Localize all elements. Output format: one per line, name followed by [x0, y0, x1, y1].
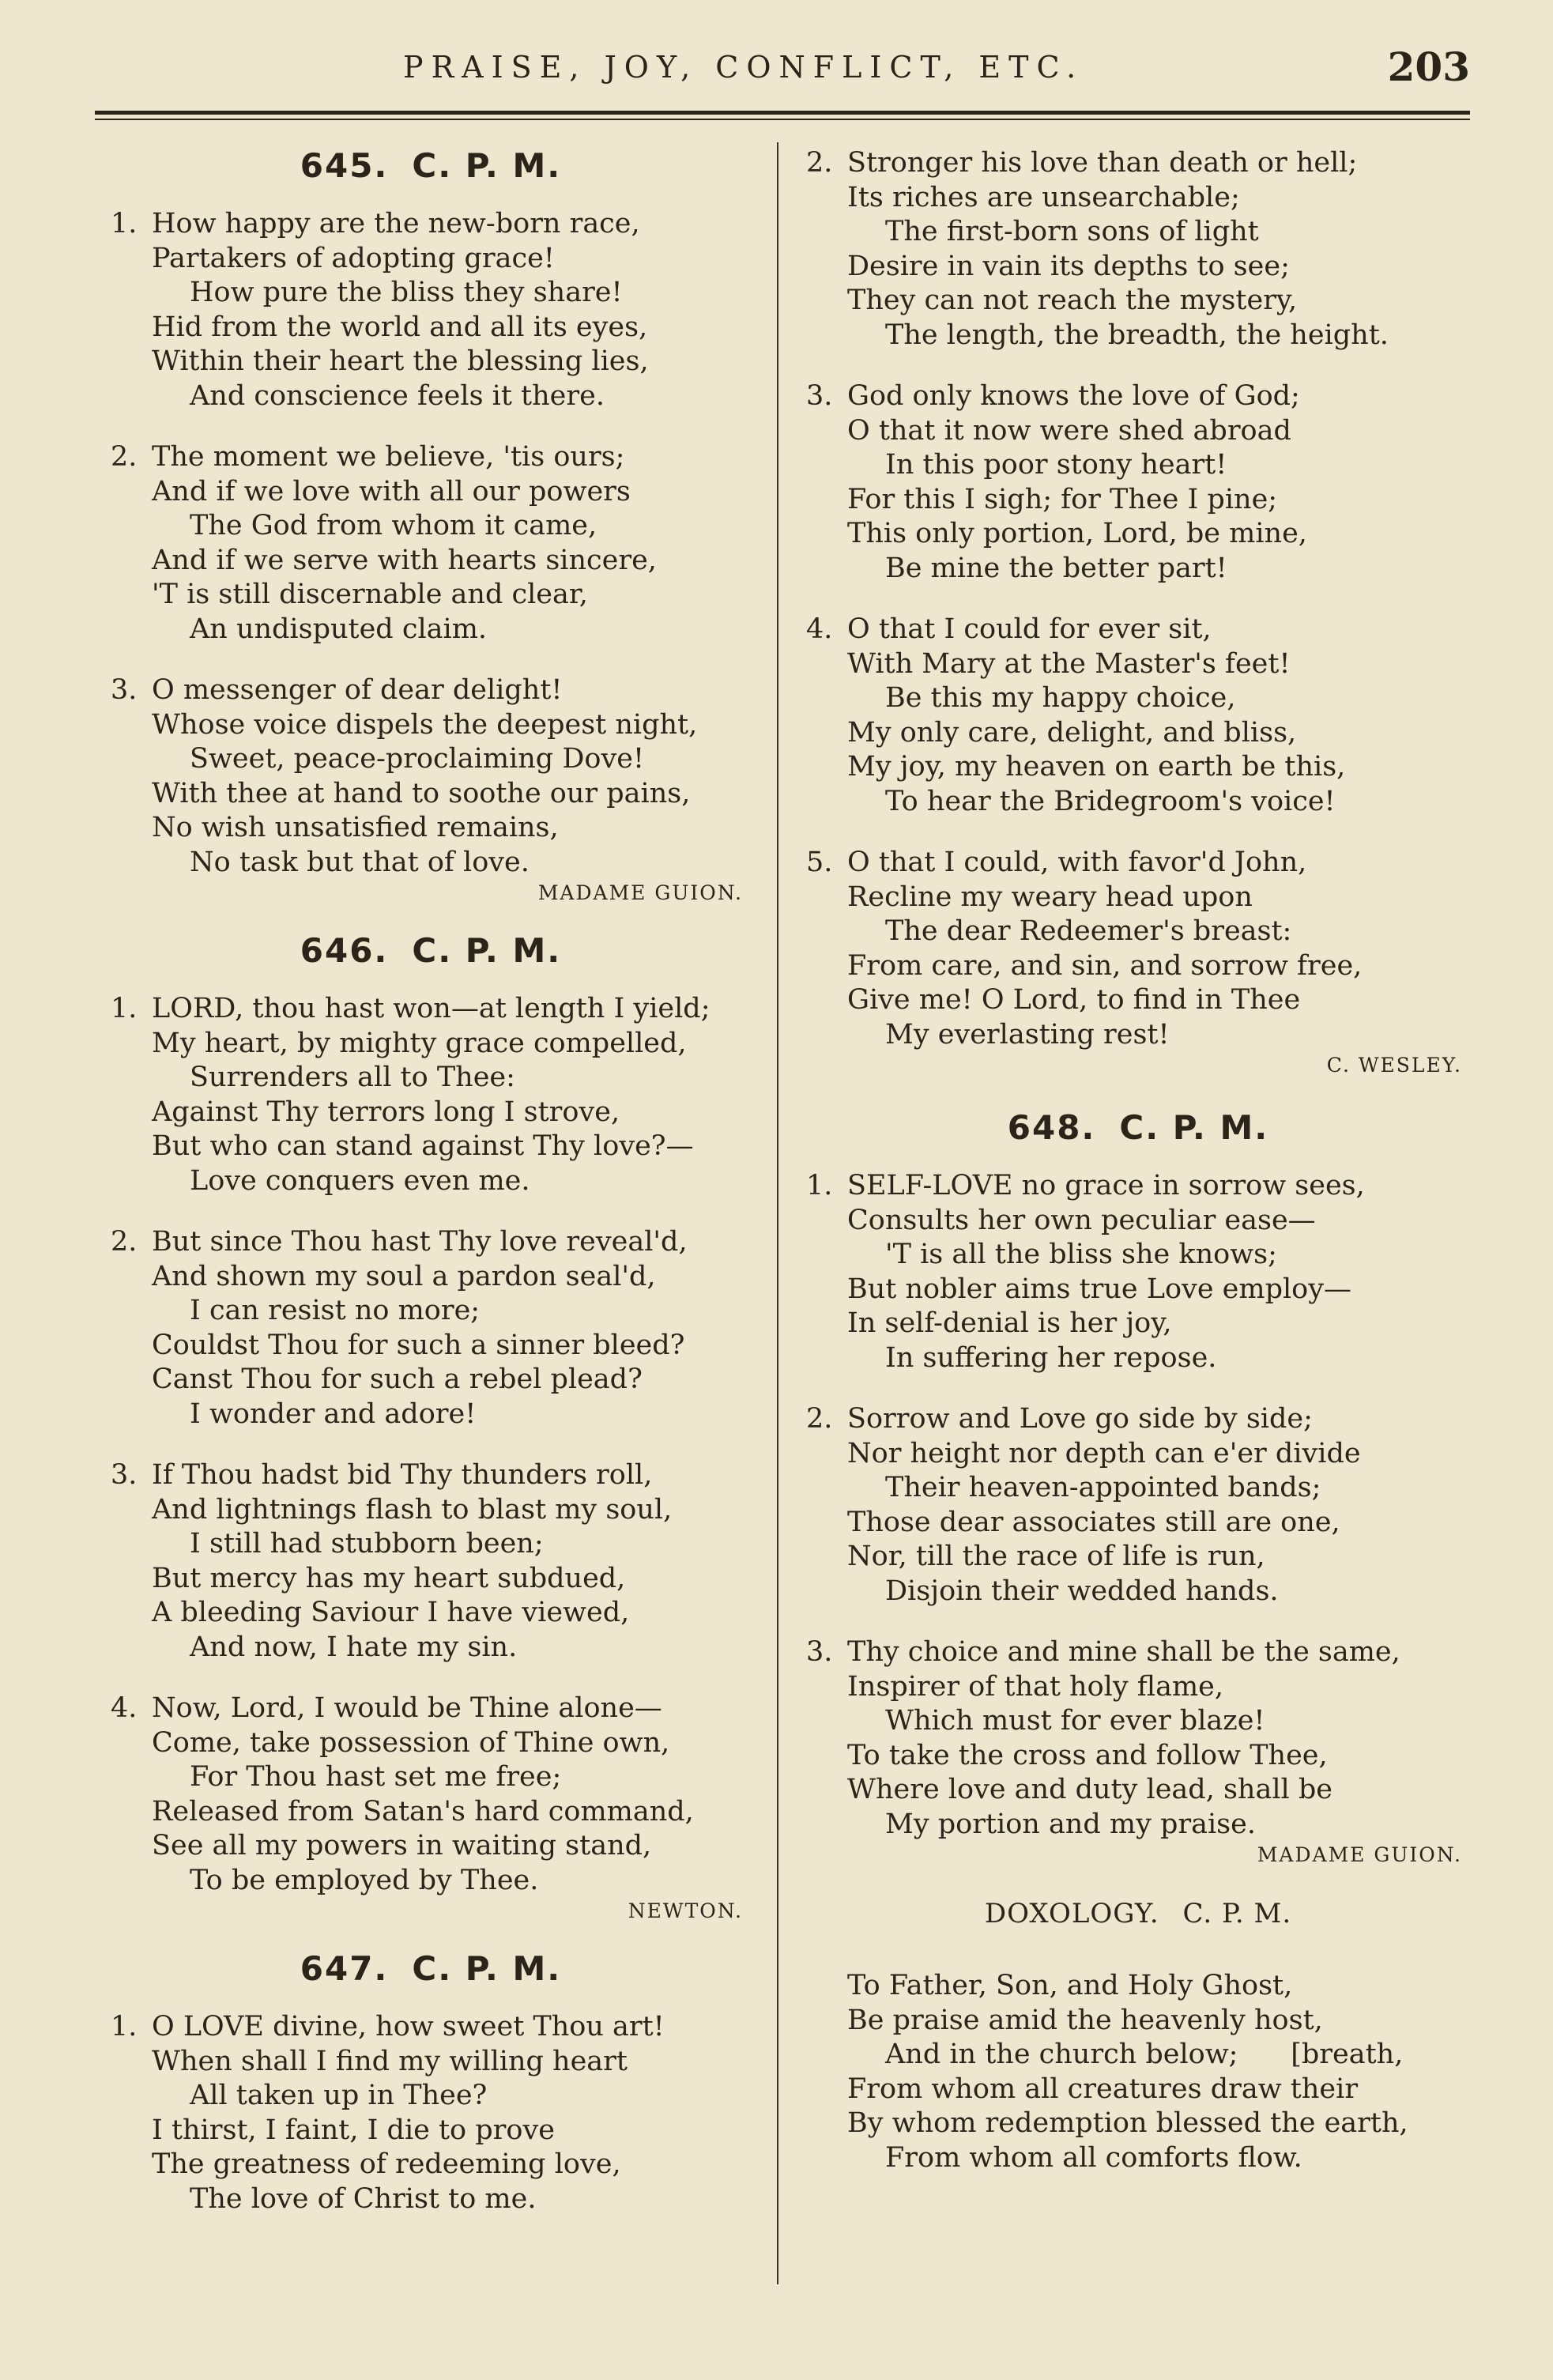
verse-line: 3. If Thou hadst bid Thy thunders roll, — [111, 1458, 751, 1493]
verse-line: 3. Thy choice and mine shall be the same, — [806, 1635, 1470, 1670]
verse-line: Disjoin their wedded hands. — [885, 1575, 1279, 1607]
verse-line: 5. O that I could, with favor'd John, — [806, 846, 1470, 881]
verse-line: 4. Now, Lord, I would be Thine alone— — [111, 1692, 751, 1726]
verse-line: But mercy has my heart subdued, — [152, 1562, 626, 1594]
verse-line: And shown my soul a pardon seal'd, — [152, 1260, 656, 1292]
verse-number: 2. — [111, 441, 138, 473]
verse-line: Nor, till the race of life is run, — [847, 1541, 1265, 1572]
verse-line: 2. But since Thou hast Thy love reveal'd, — [111, 1225, 751, 1260]
hymn-646 — [111, 931, 751, 1922]
verse-line: The first-born sons of light — [885, 216, 1259, 247]
verse-line: And if we love with all our powers — [152, 475, 631, 507]
verse-line: 3. O messenger of dear delight! — [111, 673, 751, 708]
verse-line: Surrenders all to Thee: — [190, 1062, 515, 1093]
hymn-meter: C. P. M. — [412, 931, 562, 970]
verse-line: The length, the breadth, the height. — [885, 319, 1389, 351]
stanza — [111, 1225, 751, 1431]
doxology-meter: C. P. M. — [1182, 1898, 1292, 1929]
verse-line: Their heaven-appointed bands; — [885, 1472, 1321, 1503]
verse-number: 4. — [111, 1692, 138, 1724]
hymn-number: 647. — [300, 1949, 389, 1988]
verse-line: I still had stubborn been; — [190, 1528, 544, 1560]
verse-line: My everlasting rest! — [885, 1018, 1170, 1050]
verse-number: 3. — [111, 674, 138, 706]
hymn-number: 646. — [300, 931, 389, 970]
running-title: PRAISE, JOY, CONFLICT, ETC. — [403, 50, 1084, 85]
left-column — [111, 146, 751, 2243]
verse-number: 1. — [111, 993, 138, 1024]
verse-line: My heart, by mighty grace compelled, — [152, 1027, 687, 1059]
verse-line: Within their heart the blessing lies, — [152, 345, 649, 377]
hymn-heading — [111, 931, 751, 970]
verse-line: Couldst Thou for such a sinner bleed? — [152, 1329, 685, 1361]
doxology-heading — [806, 1898, 1470, 1929]
verse-line: 1. O LOVE divine, how sweet Thou art! — [111, 2010, 751, 2045]
stanza — [806, 613, 1470, 819]
verse-line: I can resist no more; — [190, 1295, 481, 1326]
verse-line: Against Thy terrors long I strove, — [152, 1096, 620, 1128]
verse-line: I wonder and adore! — [190, 1397, 477, 1430]
verse-line: The greatness of redeeming love, — [152, 2148, 621, 2180]
verse-line: To hear the Bridegroom's voice! — [885, 785, 1336, 817]
verse-number: 2. — [806, 147, 833, 179]
verse-line: Its riches are unsearchable; — [847, 181, 1240, 213]
author-attribution: NEWTON. — [628, 1899, 743, 1922]
hymn-meter: C. P. M. — [1119, 1108, 1269, 1147]
verse-line: And in the church below; [breath, — [885, 2039, 1404, 2070]
stanza — [111, 2010, 751, 2216]
verse-line: 3. God only knows the love of God; — [806, 379, 1470, 414]
stanza — [111, 1458, 751, 1665]
page-header — [95, 43, 1470, 91]
author-attribution: MADAME GUION. — [1257, 1843, 1462, 1866]
stanza — [806, 1169, 1470, 1375]
verse-line: To be employed by Thee. — [190, 1864, 539, 1896]
verse-line: Released from Satan's hard command, — [152, 1795, 694, 1827]
hymn-heading — [111, 146, 751, 185]
hymn-heading — [111, 1949, 751, 1988]
stanza — [806, 1969, 1470, 2175]
verse-line: My portion and my praise. — [885, 1808, 1256, 1840]
verse-number: 1. — [111, 2011, 138, 2042]
verse-number: 3. — [111, 1459, 138, 1491]
verse-number: 3. — [806, 380, 833, 412]
verse-number: 1. — [806, 1170, 833, 1201]
header-rule — [95, 111, 1470, 115]
verse-line: Inspirer of that holy flame, — [847, 1670, 1223, 1703]
verse-line: The God from whom it came, — [190, 510, 597, 541]
verse-line: This only portion, Lord, be mine, — [847, 518, 1307, 549]
verse-line: Be praise amid the heavenly host, — [847, 2004, 1323, 2036]
verse-line: Be mine the better part! — [885, 552, 1227, 584]
verse-line: But who can stand against Thy love?— — [152, 1130, 694, 1162]
verse-line: 1. SELF-LOVE no grace in sorrow sees, — [806, 1169, 1470, 1204]
verse-line: With thee at hand to soothe our pains, — [152, 777, 691, 809]
hymn-heading — [806, 1108, 1470, 1147]
verse-line: Consults her own peculiar ease— — [847, 1204, 1316, 1236]
verse-line: Which must for ever blaze! — [885, 1705, 1265, 1737]
verse-line: For Thou hast set me free; — [190, 1761, 562, 1793]
verse-line: From care, and sin, and sorrow free, — [847, 949, 1363, 982]
hymn-meter: C. P. M. — [412, 1949, 562, 1988]
stanza — [806, 379, 1470, 586]
verse-line: See all my powers in waiting stand, — [152, 1830, 652, 1861]
verse-line: Love conquers even me. — [190, 1164, 530, 1197]
hymn-647-continued — [806, 146, 1470, 1077]
verse-line: In self-denial is her joy, — [847, 1307, 1172, 1339]
hymn-number: 645. — [300, 146, 389, 185]
verse-line: 2. The moment we believe, 'tis ours; — [111, 440, 751, 475]
verse-number: 5. — [806, 847, 833, 878]
stanza — [806, 846, 1470, 1052]
verse-line: From whom all comforts flow. — [885, 2141, 1302, 2174]
verse-line: 1. How happy are the new-born race, — [111, 207, 751, 242]
verse-line: No wish unsatisfied remains, — [152, 812, 559, 843]
verse-line: Recline my weary head upon — [847, 881, 1253, 913]
verse-line: 4. O that I could for ever sit, — [806, 613, 1470, 647]
verse-line: Hid from the world and all its eyes, — [152, 311, 648, 343]
verse-line: No task but that of love. — [190, 846, 530, 878]
verse-line: How pure the bliss they share! — [190, 277, 623, 308]
verse-line: For this I sigh; for Thee I pine; — [847, 483, 1278, 515]
verse-line: To Father, Son, and Holy Ghost, — [847, 1970, 1293, 2001]
verse-number: 1. — [111, 208, 138, 240]
verse-line: To take the cross and follow Thee, — [847, 1739, 1328, 1771]
verse-line: When shall I find my willing heart — [152, 2045, 628, 2077]
author-attribution: C. WESLEY. — [1326, 1054, 1462, 1077]
verse-line: And lightnings flash to blast my soul, — [152, 1493, 673, 1526]
verse-line: Desire in vain its depths to see; — [847, 250, 1290, 282]
verse-line: Nor height nor depth can e'er divide — [847, 1437, 1361, 1469]
stanza — [111, 673, 751, 880]
author-attribution: MADAME GUION. — [537, 881, 743, 904]
verse-line: A bleeding Saviour I have viewed, — [152, 1597, 630, 1628]
page-number: 203 — [1387, 43, 1470, 90]
verse-line: By whom redemption blessed the earth, — [847, 2107, 1408, 2139]
verse-number: 4. — [806, 613, 833, 645]
hymn-647 — [111, 1949, 751, 2216]
stanza — [111, 207, 751, 413]
verse-line: And now, I hate my sin. — [190, 1631, 518, 1663]
verse-number: 3. — [806, 1636, 833, 1668]
stanza — [806, 1635, 1470, 1842]
verse-line: They can not reach the mystery, — [847, 285, 1298, 316]
verse-line: With Mary at the Master's feet! — [847, 647, 1291, 680]
verse-line: Canst Thou for such a rebel plead? — [152, 1364, 643, 1395]
hymn-648 — [806, 1108, 1470, 1866]
column-divider — [777, 142, 778, 2284]
verse-line: Those dear associates still are one, — [847, 1506, 1340, 1538]
stanza — [111, 992, 751, 1198]
doxology-title: DOXOLOGY. — [984, 1898, 1159, 1929]
hymn-meter: C. P. M. — [412, 146, 562, 185]
verse-number: 2. — [111, 1226, 138, 1258]
verse-line: I thirst, I faint, I die to prove — [152, 2114, 555, 2146]
verse-line: Give me! O Lord, to find in Thee — [847, 984, 1301, 1016]
right-column — [806, 146, 1470, 2202]
verse-number: 2. — [806, 1403, 833, 1435]
verse-line: Be this my happy choice, — [885, 682, 1236, 714]
verse-line: O that it now were shed abroad — [847, 414, 1291, 447]
verse-line: Sweet, peace-proclaiming Dove! — [190, 743, 645, 775]
verse-line: 2. Stronger his love than death or hell; — [806, 146, 1470, 181]
verse-line: Partakers of adopting grace! — [152, 242, 555, 274]
verse-line: My only care, delight, and bliss, — [847, 716, 1297, 749]
verse-line: But nobler aims true Love employ— — [847, 1273, 1352, 1305]
header-rule-thin — [95, 119, 1470, 120]
verse-line: Whose voice dispels the deepest night, — [152, 708, 698, 741]
verse-line: 'T is all the bliss she knows; — [885, 1239, 1277, 1270]
stanza — [111, 440, 751, 647]
hymn-number: 648. — [1007, 1108, 1096, 1147]
verse-line: 'T is still discernable and clear, — [152, 579, 588, 610]
verse-line: From whom all creatures draw their — [847, 2073, 1359, 2105]
verse-line: In this poor stony heart! — [885, 449, 1227, 481]
verse-line: And conscience feels it there. — [190, 379, 605, 412]
verse-line: Come, take possession of Thine own, — [152, 1726, 670, 1759]
verse-line: Where love and duty lead, shall be — [847, 1774, 1332, 1805]
doxology — [806, 1898, 1470, 2175]
verse-line: The dear Redeemer's breast: — [885, 915, 1292, 947]
verse-line: And if we serve with hearts sincere, — [152, 544, 657, 576]
verse-line: All taken up in Thee? — [190, 2080, 488, 2111]
verse-line: 1. LORD, thou hast won—at length I yield; — [111, 992, 751, 1027]
verse-line: 2. Sorrow and Love go side by side; — [806, 1402, 1470, 1437]
verse-line: The love of Christ to me. — [190, 2182, 537, 2215]
hymn-645 — [111, 146, 751, 904]
verse-line: An undisputed claim. — [190, 613, 488, 645]
stanza — [111, 1692, 751, 1898]
stanza — [806, 146, 1470, 353]
verse-line: My joy, my heaven on earth be this, — [847, 751, 1346, 783]
stanza — [806, 1402, 1470, 1609]
verse-line: In suffering her repose. — [885, 1341, 1217, 1374]
